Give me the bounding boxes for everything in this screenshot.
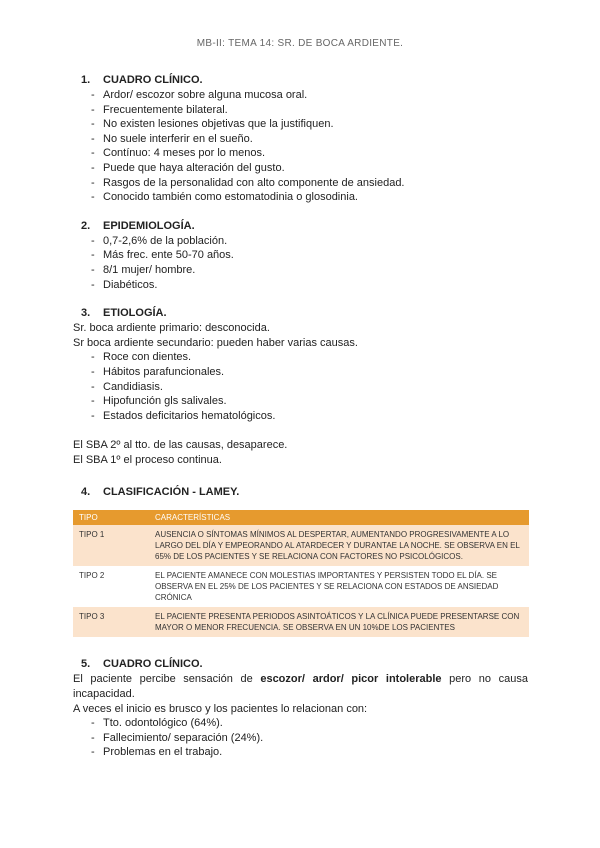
table-cell-caracteristicas: EL PACIENTE PRESENTA PERIODOS ASINTOÁTICOS Y LA CLÍNICA PUEDE PRESENTARSE CON MAYOR O MENOR FRECUENCIA. SE OBSERVA EN UN 10%DE LOS PACIENTES bbox=[149, 607, 529, 637]
para-bold-text: escozor/ ardor/ picor intolerable bbox=[260, 673, 442, 686]
section-title: CUADRO CLÍNICO. bbox=[103, 74, 203, 86]
section-number: 2. bbox=[81, 219, 91, 232]
list-item: - Rasgos de la personalidad con alto componente de ansiedad. bbox=[73, 176, 528, 191]
table-cell-tipo: TIPO 2 bbox=[73, 566, 149, 607]
section-2-list bbox=[73, 234, 528, 292]
table-header-row bbox=[73, 510, 529, 525]
list-item: - 8/1 mujer/ hombre. bbox=[73, 263, 528, 278]
table-row bbox=[73, 607, 529, 637]
document-body bbox=[73, 73, 528, 760]
section-1-heading bbox=[73, 73, 528, 88]
list-item: - Diabéticos. bbox=[73, 278, 528, 293]
table-row bbox=[73, 566, 529, 607]
section-3-heading bbox=[73, 306, 528, 321]
section-5-list bbox=[73, 716, 528, 760]
list-item: - Ardor/ escozor sobre alguna mucosa oral. bbox=[73, 88, 528, 103]
clinical-paragraph bbox=[73, 672, 528, 701]
section-4-heading bbox=[73, 485, 528, 500]
list-item: - Candidiasis. bbox=[73, 380, 528, 395]
list-item: - Tto. odontológico (64%). bbox=[73, 716, 528, 731]
list-item: - Conocido también como estomatodinia o glosodinia. bbox=[73, 190, 528, 205]
list-item: - No existen lesiones objetivas que la justifiquen. bbox=[73, 117, 528, 132]
list-item: - Hipofunción gls salivales. bbox=[73, 394, 528, 409]
sba-note-2: El SBA 1º el proceso continua. bbox=[73, 453, 222, 466]
column-header-tipo: TIPO bbox=[73, 510, 149, 525]
list-item: - Frecuentemente bilateral. bbox=[73, 103, 528, 118]
list-item: - Fallecimiento/ separación (24%). bbox=[73, 731, 528, 746]
list-item: - Contínuo: 4 meses por lo menos. bbox=[73, 146, 528, 161]
para-text: pero no causa incapacidad. bbox=[73, 673, 528, 701]
list-item: - Puede que haya alteración del gusto. bbox=[73, 161, 528, 176]
list-item: - Hábitos parafuncionales. bbox=[73, 365, 528, 380]
section-title: EPIDEMIOLOGÍA. bbox=[103, 219, 195, 232]
column-header-caracteristicas: CARACTERÍSTICAS bbox=[149, 510, 529, 525]
onset-line: A veces el inicio es brusco y los pacientes lo relacionan con: bbox=[73, 702, 368, 715]
section-2-heading bbox=[73, 219, 528, 234]
section-1-list bbox=[73, 88, 528, 205]
etiology-primary: Sr. boca ardiente primario: desconocida. bbox=[73, 322, 270, 335]
table-cell-tipo: TIPO 1 bbox=[73, 525, 149, 566]
section-number: 5. bbox=[81, 658, 91, 671]
table-cell-tipo: TIPO 3 bbox=[73, 607, 149, 637]
table-row bbox=[73, 525, 529, 566]
etiology-secondary: Sr boca ardiente secundario: pueden haber varias causas. bbox=[73, 336, 358, 349]
section-number: 3. bbox=[81, 307, 91, 320]
section-title: CUADRO CLÍNICO. bbox=[103, 658, 203, 671]
list-item: - No suele interferir en el sueño. bbox=[73, 132, 528, 147]
sba-note-1: El SBA 2º al tto. de las causas, desaparece. bbox=[73, 439, 288, 452]
classification-table bbox=[73, 510, 529, 637]
table-cell-caracteristicas: EL PACIENTE AMANECE CON MOLESTIAS IMPORTANTES Y PERSISTEN TODO EL DÍA. SE OBSERVA EN EL 25% DE LOS PACIENTES Y SE RELACIONA CON ESTADOS DE ANSIEDAD CRÓNICA bbox=[149, 566, 529, 607]
list-item: - Roce con dientes. bbox=[73, 350, 528, 365]
section-number: 1. bbox=[81, 74, 91, 86]
section-number: 4. bbox=[81, 486, 91, 499]
section-title: ETIOLOGÍA. bbox=[103, 307, 167, 320]
list-item: - Estados deficitarios hematológicos. bbox=[73, 409, 528, 424]
section-3-list bbox=[73, 350, 528, 423]
section-5-heading bbox=[73, 657, 528, 672]
para-text: El paciente percibe sensación de bbox=[73, 673, 261, 686]
list-item: - Más frec. ente 50-70 años. bbox=[73, 248, 528, 263]
page-header: MB-II: TEMA 14: SR. DE BOCA ARDIENTE. bbox=[196, 38, 404, 49]
list-item: - 0,7-2,6% de la población. bbox=[73, 234, 528, 249]
section-title: CLASIFICACIÓN - LAMEY. bbox=[103, 486, 240, 499]
table-cell-caracteristicas: AUSENCIA O SÍNTOMAS MÍNIMOS AL DESPERTAR, AUMENTANDO PROGRESIVAMENTE A LO LARGO DEL DÍA Y EMPEORANDO AL ATARDECER Y DURANTAE LA NOCHE. SE OBSERVA EN EL 65% DE LOS PACIENTES Y SE RELACIONA CON FACTORES NO PSICOLÓGICOS. bbox=[149, 525, 529, 566]
list-item: - Problemas en el trabajo. bbox=[73, 745, 528, 760]
